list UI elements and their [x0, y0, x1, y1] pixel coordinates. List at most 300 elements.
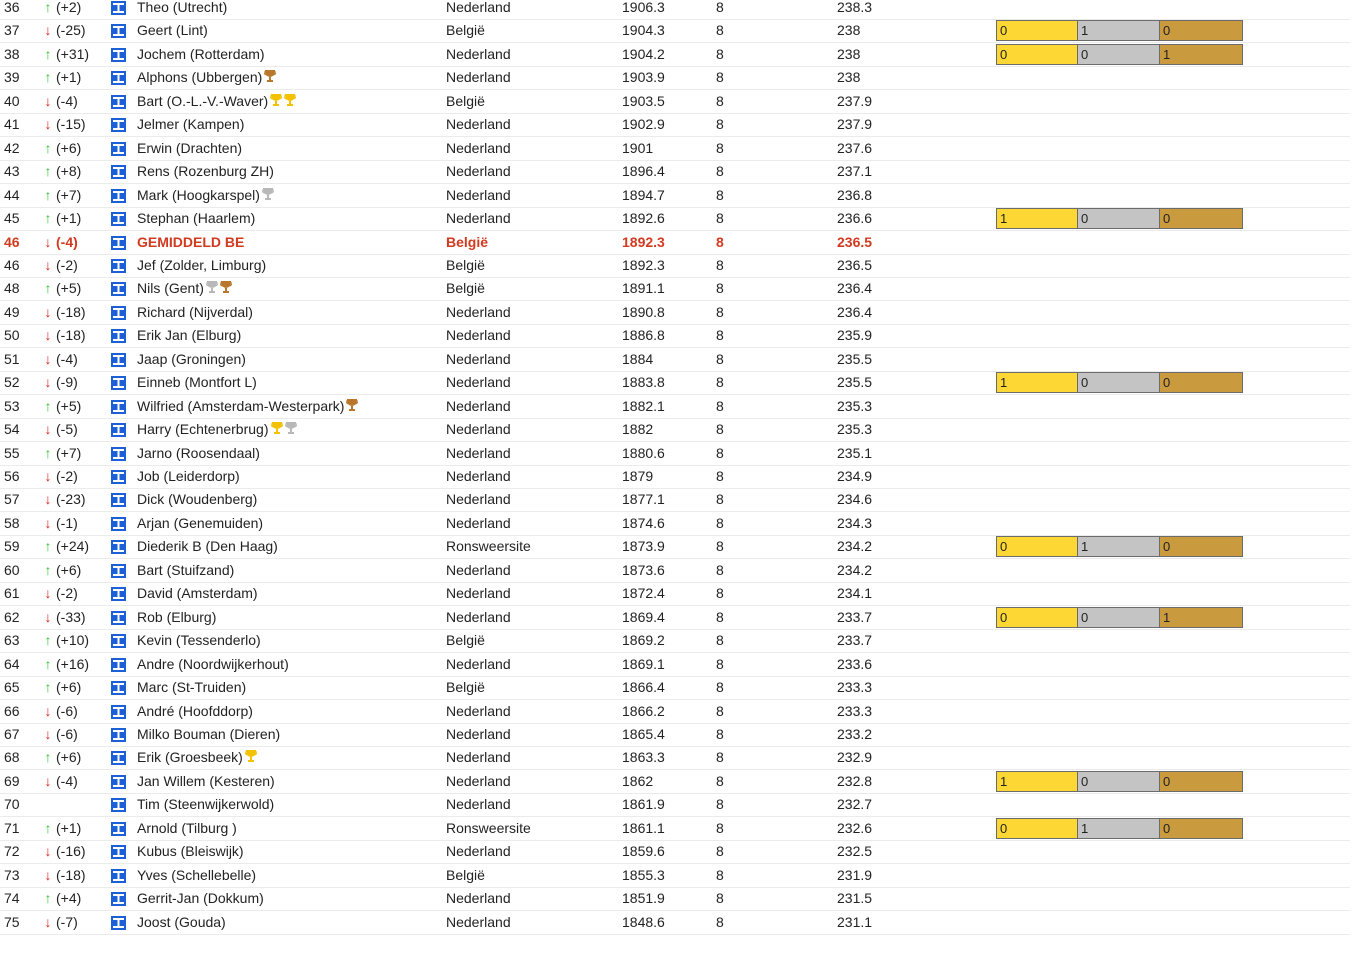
player-name-text: Erwin (Drachten) [137, 140, 243, 156]
rank-change-value: (+7) [56, 445, 82, 461]
gold-medal-count: 1 [996, 771, 1080, 792]
arrow-up-icon: ↑ [44, 398, 52, 414]
team-icon[interactable] [111, 611, 126, 625]
player-name-text: Joost (Gouda) [137, 914, 226, 930]
rank-cell: 62 [4, 609, 20, 625]
player-name [137, 442, 260, 465]
team-icon[interactable] [111, 540, 126, 554]
rank-cell: 69 [4, 773, 20, 789]
player-name-text: Tim (Steenwijkerwold) [137, 796, 275, 812]
rank-cell: 68 [4, 749, 20, 765]
rank-change [42, 207, 81, 230]
average-cell: 232.6 [837, 820, 873, 836]
average-cell: 237.9 [837, 116, 873, 132]
silver-trophy-icon [262, 187, 274, 202]
average-cell: 237.1 [837, 163, 873, 179]
rank-change [42, 277, 81, 300]
player-name [137, 395, 358, 418]
team-icon[interactable] [111, 24, 126, 38]
player-name [137, 231, 244, 254]
player-name-text: Geert (Lint) [137, 22, 208, 38]
silver-medal-count: 1 [1077, 20, 1161, 41]
table-row [0, 19, 1350, 43]
table-row [0, 90, 1350, 114]
gold-trophy-icon [284, 93, 296, 108]
rank-cell: 57 [4, 491, 20, 507]
table-row [0, 442, 1350, 466]
rank-cell: 44 [4, 187, 20, 203]
player-name [137, 324, 241, 347]
score-cell: 1874.6 [622, 515, 665, 531]
table-row [0, 887, 1350, 911]
player-name [137, 653, 289, 676]
team-icon[interactable] [111, 798, 126, 812]
rank-change [42, 746, 81, 769]
team-icon[interactable] [111, 306, 126, 320]
team-icon[interactable] [111, 236, 126, 250]
rank-change-value: (-9) [56, 374, 78, 390]
team-icon[interactable] [111, 892, 126, 906]
arrow-up-icon: ↑ [44, 749, 52, 765]
rank-change [42, 113, 86, 136]
country-cell: Nederland [446, 773, 511, 789]
rank-cell: 59 [4, 538, 20, 554]
gold-medal-count: 0 [996, 536, 1080, 557]
games-cell: 8 [716, 468, 724, 484]
country-cell: België [446, 257, 485, 273]
player-name-text: Arjan (Genemuiden) [137, 515, 264, 531]
rank-cell: 61 [4, 585, 20, 601]
team-icon[interactable] [111, 376, 126, 390]
team-icon[interactable] [111, 751, 126, 765]
average-cell: 234.2 [837, 538, 873, 554]
average-cell: 237.6 [837, 140, 873, 156]
team-icon[interactable] [111, 400, 126, 414]
team-icon[interactable] [111, 95, 126, 109]
country-cell: Nederland [446, 46, 511, 62]
rank-change [42, 324, 86, 347]
player-name-text: GEMIDDELD BE [137, 234, 245, 250]
team-icon[interactable] [111, 587, 126, 601]
rank-change [42, 887, 81, 910]
team-icon[interactable] [111, 517, 126, 531]
score-cell: 1863.3 [622, 749, 665, 765]
rank-change-value: (-25) [56, 22, 86, 38]
average-cell: 235.1 [837, 445, 873, 461]
team-icon[interactable] [111, 118, 126, 132]
player-name [137, 19, 208, 42]
team-icon[interactable] [111, 775, 126, 789]
rank-change-value: (-2) [56, 468, 78, 484]
bronze-medal-count: 0 [1159, 372, 1243, 393]
games-cell: 8 [716, 22, 724, 38]
player-name [137, 911, 226, 934]
rank-cell: 45 [4, 210, 20, 226]
player-name [137, 512, 263, 535]
country-cell: Nederland [446, 515, 511, 531]
rank-cell: 46 [4, 234, 20, 250]
rank-cell: 64 [4, 656, 20, 672]
player-name [137, 887, 264, 910]
table-row [0, 324, 1350, 348]
country-cell: Ronsweersite [446, 820, 531, 836]
player-name-text: Jelmer (Kampen) [137, 116, 245, 132]
player-name [137, 840, 244, 863]
country-cell: België [446, 234, 489, 250]
average-cell: 235.3 [837, 398, 873, 414]
rank-change-value: (+1) [56, 69, 82, 85]
country-cell: Nederland [446, 116, 511, 132]
average-cell: 232.7 [837, 796, 873, 812]
team-icon[interactable] [111, 423, 126, 437]
rank-change-value: (+5) [56, 280, 82, 296]
team-icon[interactable] [111, 658, 126, 672]
score-cell: 1903.9 [622, 69, 665, 85]
silver-medal-count: 0 [1077, 771, 1161, 792]
rank-change-value: (-16) [56, 843, 86, 859]
rank-change-value: (+24) [56, 538, 90, 554]
games-cell: 8 [716, 796, 724, 812]
team-icon[interactable] [111, 564, 126, 578]
rank-change-value: (-15) [56, 116, 86, 132]
rank-change [42, 864, 86, 887]
team-icon[interactable] [111, 447, 126, 461]
team-icon[interactable] [111, 48, 126, 62]
silver-trophy-icon [206, 280, 218, 295]
country-cell: Nederland [446, 796, 511, 812]
team-icon[interactable] [111, 282, 126, 296]
score-cell: 1851.9 [622, 890, 665, 906]
games-cell: 8 [716, 491, 724, 507]
player-name-text: Jan Willem (Kesteren) [137, 773, 275, 789]
rank-change-value: (-1) [56, 515, 78, 531]
table-row [0, 348, 1350, 372]
table-row [0, 770, 1350, 794]
arrow-down-icon: ↓ [44, 491, 52, 507]
country-cell: Nederland [446, 656, 511, 672]
team-icon[interactable] [111, 869, 126, 883]
score-cell: 1869.1 [622, 656, 665, 672]
games-cell: 8 [716, 0, 724, 15]
games-cell: 8 [716, 304, 724, 320]
score-cell: 1904.2 [622, 46, 665, 62]
gold-medal-count: 0 [996, 20, 1080, 41]
country-cell: Nederland [446, 445, 511, 461]
arrow-down-icon: ↓ [44, 234, 52, 250]
rank-change-value: (+8) [56, 163, 82, 179]
player-name [137, 184, 274, 207]
average-cell: 236.5 [837, 234, 873, 250]
score-cell: 1869.4 [622, 609, 665, 625]
table-row [0, 43, 1350, 67]
team-icon[interactable] [111, 142, 126, 156]
rank-cell: 37 [4, 22, 20, 38]
rank-cell: 71 [4, 820, 20, 836]
country-cell: Nederland [446, 491, 511, 507]
player-name-text: Wilfried (Amsterdam-Westerpark) [137, 398, 345, 414]
rank-change [42, 676, 81, 699]
rank-change [42, 582, 78, 605]
average-cell: 232.9 [837, 749, 873, 765]
games-cell: 8 [716, 914, 724, 930]
score-cell: 1892.3 [622, 234, 665, 250]
average-cell: 236.6 [837, 210, 873, 226]
rank-change [42, 723, 78, 746]
average-cell: 231.5 [837, 890, 873, 906]
rank-change [42, 395, 81, 418]
table-row [0, 629, 1350, 653]
player-name-text: Rob (Elburg) [137, 609, 217, 625]
team-icon[interactable] [111, 681, 126, 695]
score-cell: 1892.6 [622, 210, 665, 226]
table-row [0, 793, 1350, 817]
games-cell: 8 [716, 280, 724, 296]
rank-change-value: (-4) [56, 773, 78, 789]
games-cell: 8 [716, 93, 724, 109]
country-cell: België [446, 280, 485, 296]
rank-cell: 49 [4, 304, 20, 320]
silver-trophy-icon [285, 421, 297, 436]
team-icon[interactable] [111, 259, 126, 273]
team-icon[interactable] [111, 212, 126, 226]
table-row [0, 746, 1350, 770]
games-cell: 8 [716, 820, 724, 836]
score-cell: 1869.2 [622, 632, 665, 648]
score-cell: 1861.9 [622, 796, 665, 812]
player-name [137, 301, 253, 324]
rank-cell: 52 [4, 374, 20, 390]
games-cell: 8 [716, 163, 724, 179]
team-icon[interactable] [111, 916, 126, 930]
country-cell: Ronsweersite [446, 538, 531, 554]
average-cell: 238 [837, 22, 861, 38]
rank-cell: 46 [4, 257, 20, 273]
score-cell: 1891.1 [622, 280, 665, 296]
games-cell: 8 [716, 374, 724, 390]
games-cell: 8 [716, 140, 724, 156]
arrow-up-icon: ↑ [44, 632, 52, 648]
score-cell: 1855.3 [622, 867, 665, 883]
rank-change-value: (+6) [56, 140, 82, 156]
player-name [137, 559, 234, 582]
rank-change-value: (+16) [56, 656, 90, 672]
team-icon[interactable] [111, 728, 126, 742]
table-row [0, 676, 1350, 700]
score-cell: 1848.6 [622, 914, 665, 930]
rank-change-value: (-5) [56, 421, 78, 437]
player-name-text: Andre (Noordwijkerhout) [137, 656, 289, 672]
rank-change [42, 840, 86, 863]
rank-change-value: (+31) [56, 46, 90, 62]
rank-change-value: (+6) [56, 749, 82, 765]
country-cell: Nederland [446, 398, 511, 414]
arrow-up-icon: ↑ [44, 140, 52, 156]
rank-change-value: (+5) [56, 398, 82, 414]
rank-change-value: (-2) [56, 257, 78, 273]
table-row [0, 301, 1350, 325]
score-cell: 1861.1 [622, 820, 665, 836]
average-cell: 232.5 [837, 843, 873, 859]
average-cell: 235.5 [837, 374, 873, 390]
rank-change-value: (-18) [56, 327, 86, 343]
rank-change-value: (-4) [56, 93, 78, 109]
rank-cell: 67 [4, 726, 20, 742]
rank-change [42, 770, 78, 793]
player-name [137, 488, 257, 511]
games-cell: 8 [716, 703, 724, 719]
country-cell: Nederland [446, 703, 511, 719]
team-icon[interactable] [111, 71, 126, 85]
team-icon[interactable] [111, 845, 126, 859]
rank-cell: 60 [4, 562, 20, 578]
average-cell: 234.1 [837, 585, 873, 601]
bronze-medal-count: 0 [1159, 20, 1243, 41]
rank-change [42, 535, 89, 558]
score-cell: 1862 [622, 773, 654, 789]
rank-change-value: (-23) [56, 491, 86, 507]
team-icon[interactable] [111, 634, 126, 648]
score-cell: 1879 [622, 468, 654, 484]
average-cell: 233.3 [837, 703, 873, 719]
arrow-down-icon: ↓ [44, 515, 52, 531]
games-cell: 8 [716, 679, 724, 695]
country-cell: Nederland [446, 609, 511, 625]
player-name [137, 254, 266, 277]
average-cell: 231.9 [837, 867, 873, 883]
score-cell: 1873.9 [622, 538, 665, 554]
arrow-down-icon: ↓ [44, 421, 52, 437]
player-name-text: Erik Jan (Elburg) [137, 327, 242, 343]
player-name [137, 348, 246, 371]
team-icon[interactable] [111, 470, 126, 484]
arrow-down-icon: ↓ [44, 374, 52, 390]
games-cell: 8 [716, 69, 724, 85]
country-cell: Nederland [446, 187, 511, 203]
rank-change-value: (+6) [56, 562, 82, 578]
table-row [0, 559, 1350, 583]
gold-medal-count: 0 [996, 607, 1080, 628]
table-row [0, 535, 1350, 559]
games-cell: 8 [716, 398, 724, 414]
rank-change [42, 606, 86, 629]
player-name-text: Jef (Zolder, Limburg) [137, 257, 267, 273]
player-name [137, 137, 242, 160]
average-cell: 234.2 [837, 562, 873, 578]
country-cell: Nederland [446, 890, 511, 906]
team-icon[interactable] [111, 705, 126, 719]
arrow-down-icon: ↓ [44, 914, 52, 930]
arrow-down-icon: ↓ [44, 609, 52, 625]
table-row [0, 418, 1350, 442]
bronze-trophy-icon [346, 398, 358, 413]
player-name [137, 207, 255, 230]
country-cell: Nederland [446, 163, 511, 179]
country-cell: Nederland [446, 374, 511, 390]
arrow-up-icon: ↑ [44, 538, 52, 554]
player-name-text: Bart (Stuifzand) [137, 562, 235, 578]
rank-cell: 72 [4, 843, 20, 859]
player-name-text: Einneb (Montfort L) [137, 374, 257, 390]
rank-change-value: (-18) [56, 867, 86, 883]
average-cell: 235.9 [837, 327, 873, 343]
score-cell: 1859.6 [622, 843, 665, 859]
silver-medal-count: 0 [1077, 44, 1161, 65]
country-cell: Nederland [446, 562, 511, 578]
rank-change [42, 700, 78, 723]
player-name [137, 864, 256, 887]
bronze-trophy-icon [264, 69, 276, 84]
score-cell: 1906.3 [622, 0, 665, 15]
table-row [0, 864, 1350, 888]
team-icon[interactable] [111, 165, 126, 179]
gold-trophy-icon [270, 93, 282, 108]
table-row [0, 371, 1350, 395]
rank-change [42, 90, 78, 113]
team-icon[interactable] [111, 353, 126, 367]
team-icon[interactable] [111, 189, 126, 203]
rank-change-value: (+2) [56, 0, 82, 15]
player-name-text: Arnold (Tilburg ) [137, 820, 237, 836]
player-name-text: Jarno (Roosendaal) [137, 445, 260, 461]
player-name-text: Kevin (Tessenderlo) [137, 632, 261, 648]
player-name-text: Stephan (Haarlem) [137, 210, 256, 226]
score-cell: 1872.4 [622, 585, 665, 601]
player-name [137, 66, 276, 89]
team-icon[interactable] [111, 822, 126, 836]
rank-change-value: (+4) [56, 890, 82, 906]
score-cell: 1866.2 [622, 703, 665, 719]
rank-change [42, 817, 81, 840]
rank-change [42, 19, 86, 42]
games-cell: 8 [716, 562, 724, 578]
bronze-medal-count: 1 [1159, 44, 1243, 65]
score-cell: 1886.8 [622, 327, 665, 343]
player-name-text: Kubus (Bleiswijk) [137, 843, 244, 859]
player-name [137, 90, 296, 113]
rank-change [42, 254, 78, 277]
rank-change [42, 348, 78, 371]
player-name [137, 160, 274, 183]
country-cell: Nederland [446, 468, 511, 484]
games-cell: 8 [716, 421, 724, 437]
arrow-down-icon: ↓ [44, 116, 52, 132]
games-cell: 8 [716, 843, 724, 859]
table-row [0, 160, 1350, 184]
player-name [137, 606, 216, 629]
arrow-up-icon: ↑ [44, 820, 52, 836]
table-row [0, 113, 1350, 137]
table-row [0, 465, 1350, 489]
team-icon[interactable] [111, 493, 126, 507]
silver-medal-count: 0 [1077, 607, 1161, 628]
table-row [0, 0, 1350, 20]
table-row [0, 66, 1350, 90]
rank-change [42, 301, 86, 324]
rank-change-value: (-7) [56, 914, 78, 930]
score-cell: 1902.9 [622, 116, 665, 132]
team-icon[interactable] [111, 1, 126, 15]
rank-change [42, 418, 78, 441]
games-cell: 8 [716, 656, 724, 672]
player-name-text: André (Hoofddorp) [137, 703, 253, 719]
average-cell: 236.4 [837, 280, 873, 296]
rank-change-value: (-33) [56, 609, 86, 625]
team-icon[interactable] [111, 329, 126, 343]
rank-cell: 43 [4, 163, 20, 179]
rank-change-value: (-18) [56, 304, 86, 320]
player-name-text: Erik (Groesbeek) [137, 749, 243, 765]
rank-cell: 75 [4, 914, 20, 930]
